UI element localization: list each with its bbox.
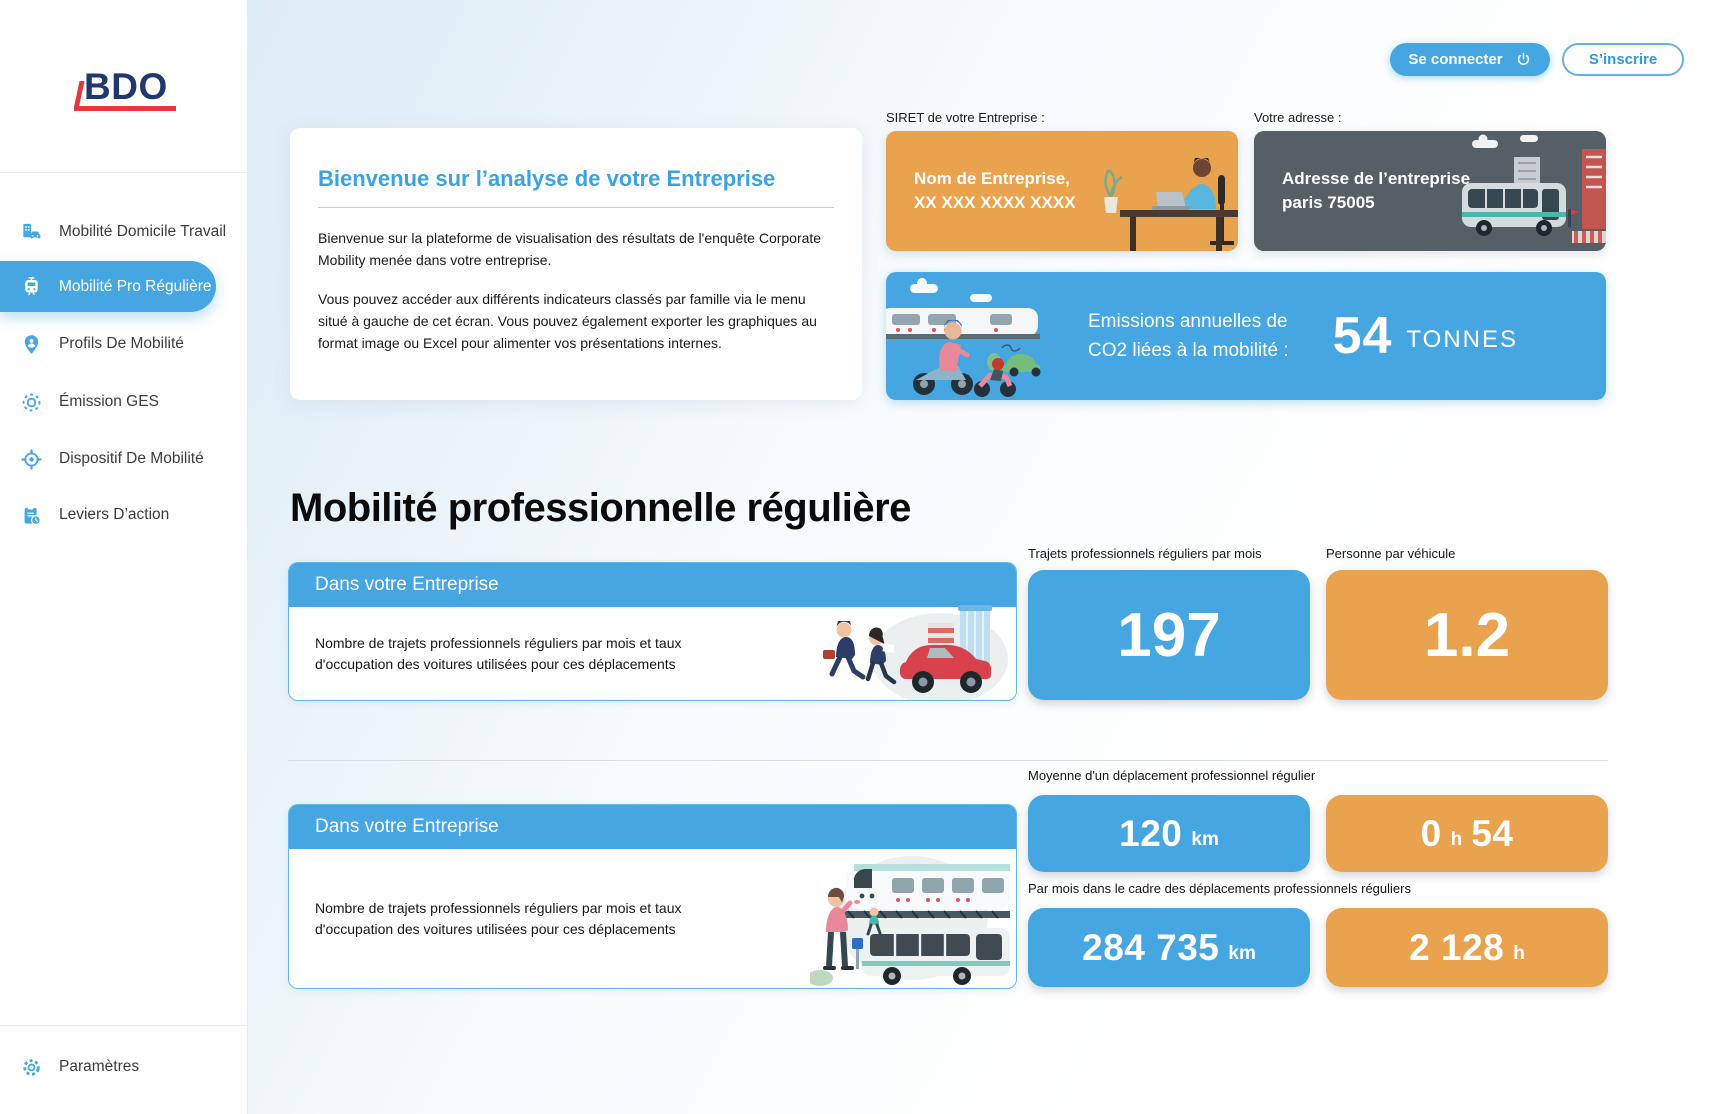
monthly-time-box <box>1326 908 1608 987</box>
sidebar-item-profils-de-mobilite[interactable] <box>0 320 216 368</box>
signup-button[interactable] <box>1562 43 1684 76</box>
company-name-line1: Nom de Entreprise, <box>914 169 1070 189</box>
sidebar-item-parametres[interactable] <box>0 1043 216 1091</box>
sidebar-item-dispositif-de-mobilite[interactable] <box>0 435 216 483</box>
sidebar-item-label: Émission GES <box>59 393 159 410</box>
train-bus-illustration <box>810 848 1010 988</box>
address-line2: paris 75005 <box>1282 193 1375 212</box>
trips-stat-box <box>1028 570 1310 700</box>
welcome-paragraph-1: Bienvenue sur la plateforme de visualisation des résultats de l'enquête Corporate Mobility menée dans votre entreprise. <box>318 230 822 268</box>
occupancy-stat-box <box>1326 570 1608 700</box>
sidebar-item-label: Dispositif De Mobilité <box>59 450 204 467</box>
trips-stat-value: 197 <box>1117 600 1221 670</box>
company-name-card <box>886 131 1238 251</box>
trips-card <box>288 562 1017 701</box>
person-pin-icon <box>20 333 43 356</box>
city-bus-illustration <box>1456 131 1606 251</box>
occupancy-stat-label: Personne par véhicule <box>1326 546 1456 561</box>
avg-distance-unit: km <box>1191 828 1219 850</box>
siret-label: SIRET de votre Entreprise : <box>886 110 1045 125</box>
login-button-label: Se connecter <box>1408 51 1503 68</box>
emissions-label: Emissions annuelles de CO2 liées à la mobilité : <box>1088 310 1289 361</box>
monthly-label: Par mois dans le cadre des déplacements professionnels réguliers <box>1028 881 1411 896</box>
address-label: Votre adresse : <box>1254 110 1342 125</box>
login-button[interactable] <box>1390 43 1550 76</box>
emissions-banner <box>886 272 1606 400</box>
sun-emission-icon <box>20 391 43 414</box>
sidebar-bottom-divider <box>0 1025 248 1026</box>
monthly-distance-unit: km <box>1228 942 1256 964</box>
trips-stat-label: Trajets professionnels réguliers par mois <box>1028 546 1262 561</box>
avg-distance-value: 120 <box>1119 812 1183 854</box>
emissions-number: 54 <box>1332 307 1393 365</box>
distance-card-header: Dans votre Entreprise <box>289 805 1016 849</box>
section-divider <box>288 760 1608 761</box>
avg-time-box <box>1326 795 1608 872</box>
sidebar <box>0 0 248 1114</box>
mobility-illustration <box>886 272 1074 400</box>
distance-card <box>288 804 1017 989</box>
gear-icon <box>20 1056 43 1079</box>
bdo-logo: BDO <box>74 68 176 111</box>
trips-card-body: Nombre de trajets professionnels réguliers par mois et taux d'occupation des voitures utilisées pour ces déplacements <box>315 634 682 672</box>
occupancy-stat-value: 1.2 <box>1423 600 1511 670</box>
signup-button-label: S’inscrire <box>1588 51 1658 68</box>
avg-time-hours: 0 <box>1420 812 1442 854</box>
monthly-distance-box <box>1028 908 1310 987</box>
welcome-title: Bienvenue sur l’analyse de votre Entreprise <box>318 166 776 191</box>
sidebar-item-mobilite-pro-reguliere[interactable] <box>0 261 216 312</box>
emissions-value <box>1333 306 1518 366</box>
welcome-divider <box>318 207 834 208</box>
sidebar-item-emission-ges[interactable] <box>0 378 216 426</box>
sidebar-item-label: Profils De Mobilité <box>59 335 184 352</box>
trips-card-header: Dans votre Entreprise <box>289 563 1016 607</box>
building-car-icon <box>20 221 43 244</box>
tram-icon <box>20 275 43 298</box>
avg-time-minutes: 54 <box>1471 812 1514 854</box>
sidebar-item-label: Mobilité Domicile Travail <box>59 223 227 240</box>
sidebar-item-label: Mobilité Pro Régulière <box>59 277 212 295</box>
monthly-time-value: 2 128 <box>1409 926 1505 968</box>
company-name-line2: XX XXX XXXX XXXX <box>914 193 1076 212</box>
emissions-unit: TONNES <box>1406 326 1518 353</box>
settings-label: Paramètres <box>59 1058 140 1075</box>
company-address-card <box>1254 131 1606 251</box>
sidebar-item-mobilite-domicile-travail[interactable] <box>0 208 227 256</box>
sidebar-item-leviers-daction[interactable] <box>0 491 216 539</box>
monthly-distance-value: 284 735 <box>1082 926 1220 968</box>
sidebar-divider <box>0 172 248 173</box>
address-line1: Adresse de l’entreprise <box>1282 169 1471 189</box>
avg-time-hours-unit: h <box>1450 828 1463 850</box>
page-title: Mobilité professionnelle régulière <box>290 486 911 530</box>
avg-distance-box <box>1028 795 1310 872</box>
welcome-card <box>290 128 862 400</box>
monthly-time-unit: h <box>1513 942 1525 964</box>
desk-illustration <box>1098 131 1238 251</box>
power-icon <box>1515 51 1532 68</box>
target-icon <box>20 448 43 471</box>
welcome-paragraph-2: Vous pouvez accéder aux différents indicateurs classés par famille via le menu situé à gauche de cet écran. Vous pouvez également exporter les graphiques au format image ou Excel pour alimenter vos présentations internes. <box>318 291 817 351</box>
clipboard-clock-icon <box>20 504 43 527</box>
distance-card-body: Nombre de trajets professionnels réguliers par mois et taux d'occupation des voitures utilisées pour ces déplacements <box>315 899 682 937</box>
avg-trip-label: Moyenne d'un déplacement professionnel régulier <box>1028 768 1316 783</box>
car-runners-illustration <box>810 605 1010 700</box>
sidebar-item-label: Leviers D’action <box>59 506 170 523</box>
